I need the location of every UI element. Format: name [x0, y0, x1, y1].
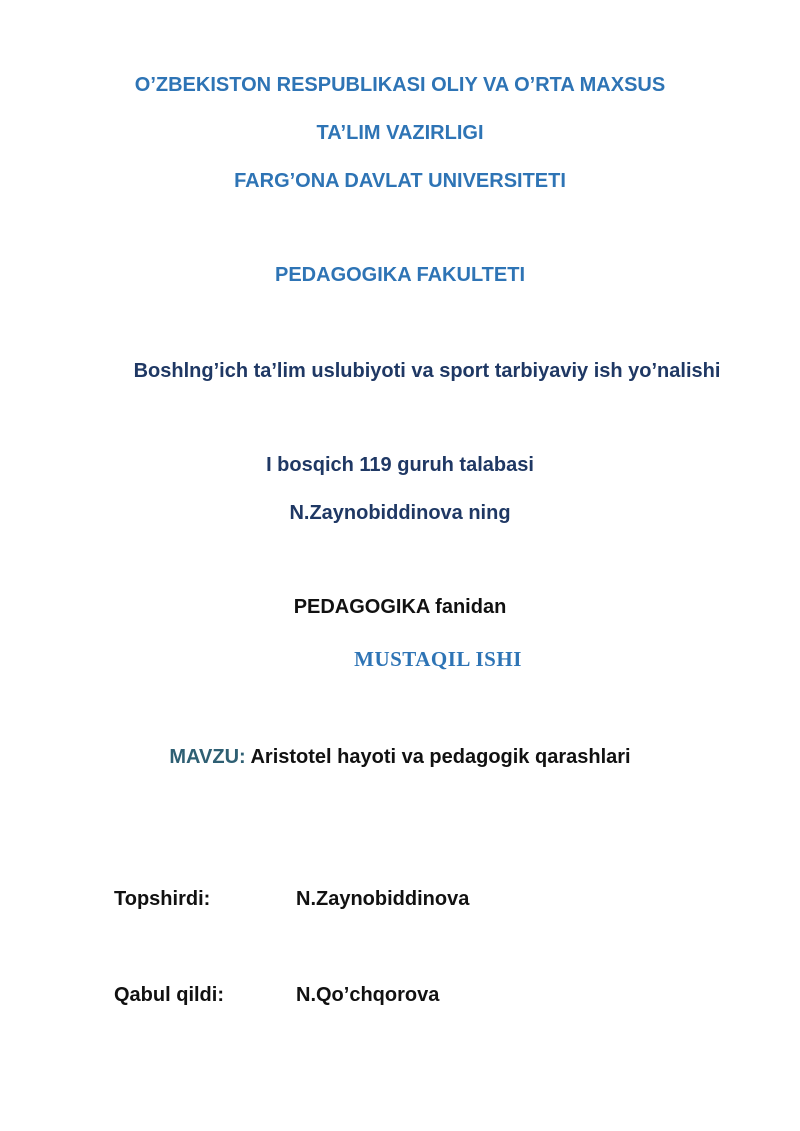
- ministry-line-2: TA’LIM VAZIRLIGI: [316, 122, 484, 144]
- faculty-name: PEDAGOGIKA FAKULTETI: [275, 264, 525, 286]
- subject-line: PEDAGOGIKA fanidan: [293, 596, 507, 618]
- accepted-row: [114, 984, 439, 1007]
- university-name: FARG’ONA DAVLAT UNIVERSITETI: [234, 170, 566, 192]
- work-title: MUSTAQIL ISHI: [354, 647, 522, 671]
- submitted-label: Topshirdi:: [114, 888, 211, 910]
- accepted-name: N.Qo’chqorova: [296, 984, 440, 1006]
- student-group: I bosqich 119 guruh talabasi: [266, 454, 534, 476]
- ministry-line-1: O’ZBEKISTON RESPUBLIKASI OLIY VA O’RTA MAXSUS: [134, 74, 666, 96]
- submitted-name: N.Zaynobiddinova: [296, 888, 470, 910]
- topic-label: MAVZU:: [169, 746, 246, 768]
- submitted-row: [114, 888, 469, 911]
- accepted-label: Qabul qildi:: [114, 984, 224, 1006]
- study-direction: Boshlng’ich ta’lim uslubiyoti va sport tarbiyaviy ish yo’nalishi: [133, 360, 721, 382]
- student-name: N.Zaynobiddinova ning: [289, 502, 511, 524]
- topic-line: [0, 746, 800, 769]
- topic-text: Aristotel hayoti va pedagogik qarashlari: [245, 746, 631, 768]
